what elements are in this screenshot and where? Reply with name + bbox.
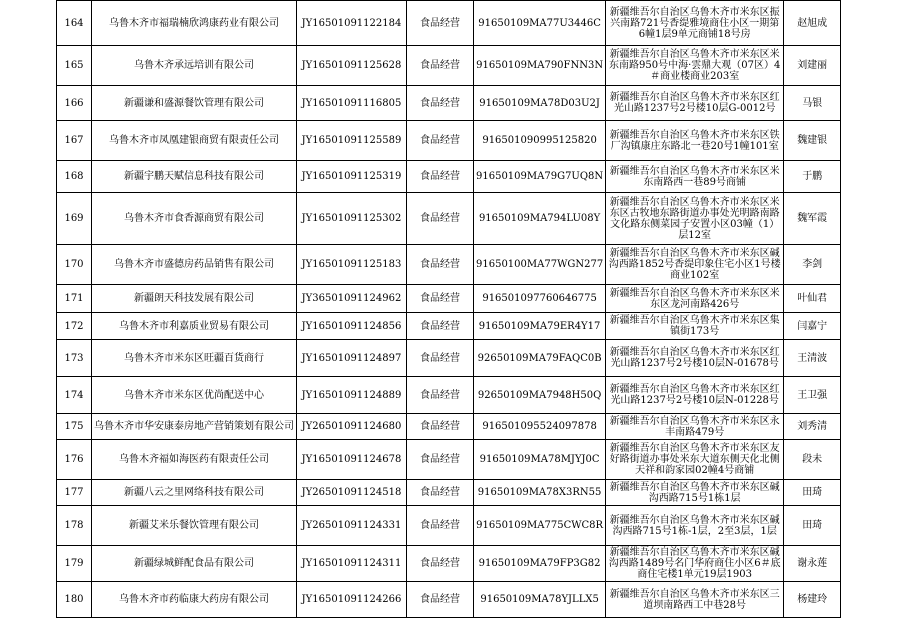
table-row <box>57 546 841 582</box>
table-row <box>57 121 841 161</box>
business-address: 新疆维吾尔自治区乌鲁木齐市米东区永丰南路479号 <box>606 414 784 440</box>
credit-code: 91650109MA78X3RN55 <box>474 480 606 506</box>
row-number: 165 <box>57 46 92 86</box>
company-name: 乌鲁木齐市米东区旺疆百货商行 <box>92 340 297 377</box>
table-row <box>57 313 841 340</box>
company-name: 乌鲁木齐福如海医药有限责任公司 <box>92 440 297 480</box>
table-row <box>57 377 841 414</box>
license-number: JY16501091125319 <box>297 161 407 193</box>
credit-code: 91650109MA77U3446C <box>474 1 606 46</box>
business-type: 食品经营 <box>407 86 474 121</box>
business-type: 食品经营 <box>407 414 474 440</box>
company-name: 乌鲁木齐承远培训有限公司 <box>92 46 297 86</box>
business-address: 新疆维吾尔自治区乌鲁木齐市米东区振兴南路721号香缇雅境商住小区一期第6幢1层9单元商铺18号房 <box>606 1 784 46</box>
company-name: 乌鲁木齐市食香源商贸有限公司 <box>92 193 297 245</box>
company-name: 乌鲁木齐市药临康大药房有限公司 <box>92 582 297 618</box>
company-name: 乌鲁木齐市利嘉质业贸易有限公司 <box>92 313 297 340</box>
company-name: 乌鲁木齐市米东区优尚配送中心 <box>92 377 297 414</box>
table-row <box>57 285 841 313</box>
license-number: JY16501091124889 <box>297 377 407 414</box>
credit-code: 91650109MA794LU08Y <box>474 193 606 245</box>
table-row <box>57 440 841 480</box>
license-number: JY16501091116805 <box>297 86 407 121</box>
business-type: 食品经营 <box>407 121 474 161</box>
table-row <box>57 86 841 121</box>
credit-code: 91650109MA79FP3G82 <box>474 546 606 582</box>
table-row <box>57 46 841 86</box>
credit-code: 91650109MA78MJYJ0C <box>474 440 606 480</box>
business-type: 食品经营 <box>407 377 474 414</box>
row-number: 172 <box>57 313 92 340</box>
row-number: 169 <box>57 193 92 245</box>
row-number: 179 <box>57 546 92 582</box>
credit-code: 916501097760646775 <box>474 285 606 313</box>
business-type: 食品经营 <box>407 46 474 86</box>
business-type: 食品经营 <box>407 245 474 285</box>
business-address: 新疆维吾尔自治区乌鲁木齐市米东区碱沟西路715号1栋1层 <box>606 480 784 506</box>
legal-representative: 闫嘉宁 <box>784 313 841 340</box>
business-address: 新疆维吾尔自治区乌鲁木齐市米东区碱沟西路715号1栋-1层，2至3层，1层 <box>606 506 784 546</box>
row-number: 164 <box>57 1 92 46</box>
license-number: JY16501091124266 <box>297 582 407 618</box>
credit-code: 91650109MA79G7UQ8N <box>474 161 606 193</box>
business-address: 新疆维吾尔自治区乌鲁木齐市米东区米东区龙河南路426号 <box>606 285 784 313</box>
table-row <box>57 480 841 506</box>
row-number: 175 <box>57 414 92 440</box>
license-number: JY26501091124518 <box>297 480 407 506</box>
business-type: 食品经营 <box>407 161 474 193</box>
row-number: 166 <box>57 86 92 121</box>
row-number: 170 <box>57 245 92 285</box>
business-address: 新疆维吾尔自治区乌鲁木齐市米东区友好路街道办事处米东大道东侧天化北侧天祥和韵家园02幢4号商铺 <box>606 440 784 480</box>
legal-representative: 田琦 <box>784 506 841 546</box>
legal-representative: 段未 <box>784 440 841 480</box>
business-type: 食品经营 <box>407 480 474 506</box>
row-number: 180 <box>57 582 92 618</box>
credit-code: 91650100MA77WGN277 <box>474 245 606 285</box>
table-row <box>57 582 841 618</box>
legal-representative: 于鹏 <box>784 161 841 193</box>
business-type: 食品经营 <box>407 546 474 582</box>
business-type: 食品经营 <box>407 340 474 377</box>
business-address: 新疆维吾尔自治区乌鲁木齐市米东区红光山路1237号2号楼10层N-01678号 <box>606 340 784 377</box>
table-row <box>57 245 841 285</box>
license-number: JY16501091125302 <box>297 193 407 245</box>
credit-code: 91650109MA790FNN3N <box>474 46 606 86</box>
company-name: 新疆宇鹏天赋信息科技有限公司 <box>92 161 297 193</box>
legal-representative: 王卫强 <box>784 377 841 414</box>
company-name: 乌鲁木齐市华安康泰房地产营销策划有限公司 <box>92 414 297 440</box>
license-number: JY26501091124680 <box>297 414 407 440</box>
legal-representative: 杨建玲 <box>784 582 841 618</box>
license-number: JY16501091124856 <box>297 313 407 340</box>
table-row <box>57 340 841 377</box>
license-number: JY16501091124678 <box>297 440 407 480</box>
row-number: 178 <box>57 506 92 546</box>
legal-representative: 田琦 <box>784 480 841 506</box>
table-row <box>57 193 841 245</box>
table-row <box>57 414 841 440</box>
credit-code: 91650109MA78D03U2J <box>474 86 606 121</box>
row-number: 177 <box>57 480 92 506</box>
company-name: 乌鲁木齐市福瑞楠欣鸿康药业有限公司 <box>92 1 297 46</box>
company-name: 新疆谦和盛源餐饮管理有限公司 <box>92 86 297 121</box>
company-name: 乌鲁木齐市盛德房药品销售有限公司 <box>92 245 297 285</box>
business-address: 新疆维吾尔自治区乌鲁木齐市米东区集镇街173号 <box>606 313 784 340</box>
legal-representative: 刘建丽 <box>784 46 841 86</box>
table-body <box>57 1 841 618</box>
company-name: 新疆朗天科技发展有限公司 <box>92 285 297 313</box>
credit-code: 916501095524097878 <box>474 414 606 440</box>
legal-representative: 李剑 <box>784 245 841 285</box>
row-number: 174 <box>57 377 92 414</box>
business-address: 新疆维吾尔自治区乌鲁木齐市米东区红光山路1237号2号楼10层N-01228号 <box>606 377 784 414</box>
business-address: 新疆维吾尔自治区乌鲁木齐市米东区碱沟西路1489号名门华府商住小区6＃底商住宅楼1单元19层1903 <box>606 546 784 582</box>
license-table <box>56 0 841 618</box>
legal-representative: 赵旭成 <box>784 1 841 46</box>
legal-representative: 叶仙君 <box>784 285 841 313</box>
company-name: 新疆八云之里网络科技有限公司 <box>92 480 297 506</box>
company-name: 新疆艾米乐餐饮管理有限公司 <box>92 506 297 546</box>
business-type: 食品经营 <box>407 1 474 46</box>
business-address: 新疆维吾尔自治区乌鲁木齐市米东区碱沟西路1852号香缇印象住宅小区1号楼商业102室 <box>606 245 784 285</box>
license-number: JY16501091125183 <box>297 245 407 285</box>
company-name: 乌鲁木齐市凤凰建银商贸有限责任公司 <box>92 121 297 161</box>
business-address: 新疆维吾尔自治区乌鲁木齐市米东区米东区古牧地东路街道办事处光明路南路文化路东侧菜园子安置小区03幢（1）层12室 <box>606 193 784 245</box>
legal-representative: 谢永莲 <box>784 546 841 582</box>
business-type: 食品经营 <box>407 582 474 618</box>
row-number: 171 <box>57 285 92 313</box>
license-number: JY16501091125589 <box>297 121 407 161</box>
row-number: 173 <box>57 340 92 377</box>
credit-code: 91650109MA775CWC8R <box>474 506 606 546</box>
table-row <box>57 161 841 193</box>
business-type: 食品经营 <box>407 285 474 313</box>
row-number: 167 <box>57 121 92 161</box>
business-address: 新疆维吾尔自治区乌鲁木齐市米东区米东南路西一巷89号商铺 <box>606 161 784 193</box>
row-number: 176 <box>57 440 92 480</box>
business-address: 新疆维吾尔自治区乌鲁木齐市米东区红光山路1237号2号楼10层G-0012号 <box>606 86 784 121</box>
legal-representative: 刘秀清 <box>784 414 841 440</box>
credit-code: 92650109MA79FAQC0B <box>474 340 606 377</box>
business-type: 食品经营 <box>407 193 474 245</box>
license-number: JY16501091124897 <box>297 340 407 377</box>
legal-representative: 王清波 <box>784 340 841 377</box>
business-address: 新疆维吾尔自治区乌鲁木齐市米东区米东南路950号中海·雲鼎大观（07区）4＃商业楼商业203室 <box>606 46 784 86</box>
license-number: JY26501091124331 <box>297 506 407 546</box>
business-type: 食品经营 <box>407 440 474 480</box>
row-number: 168 <box>57 161 92 193</box>
credit-code: 92650109MA7948H50Q <box>474 377 606 414</box>
business-type: 食品经营 <box>407 506 474 546</box>
table-row <box>57 506 841 546</box>
license-number: JY16501091124311 <box>297 546 407 582</box>
credit-code: 91650109MA79ER4Y17 <box>474 313 606 340</box>
business-address: 新疆维吾尔自治区乌鲁木齐市米东区铁厂沟镇康庄东路北一巷20号1幢101室 <box>606 121 784 161</box>
license-number: JY16501091122184 <box>297 1 407 46</box>
legal-representative: 马银 <box>784 86 841 121</box>
table-row <box>57 1 841 46</box>
credit-code: 91650109MA78YJLLX5 <box>474 582 606 618</box>
company-name: 新疆绿城鲜配食品有限公司 <box>92 546 297 582</box>
legal-representative: 魏军霞 <box>784 193 841 245</box>
business-type: 食品经营 <box>407 313 474 340</box>
business-address: 新疆维吾尔自治区乌鲁木齐市米东区三道坝南路西工中巷28号 <box>606 582 784 618</box>
license-number: JY16501091125628 <box>297 46 407 86</box>
credit-code: 916501090995125820 <box>474 121 606 161</box>
license-number: JY36501091124962 <box>297 285 407 313</box>
legal-representative: 魏建银 <box>784 121 841 161</box>
